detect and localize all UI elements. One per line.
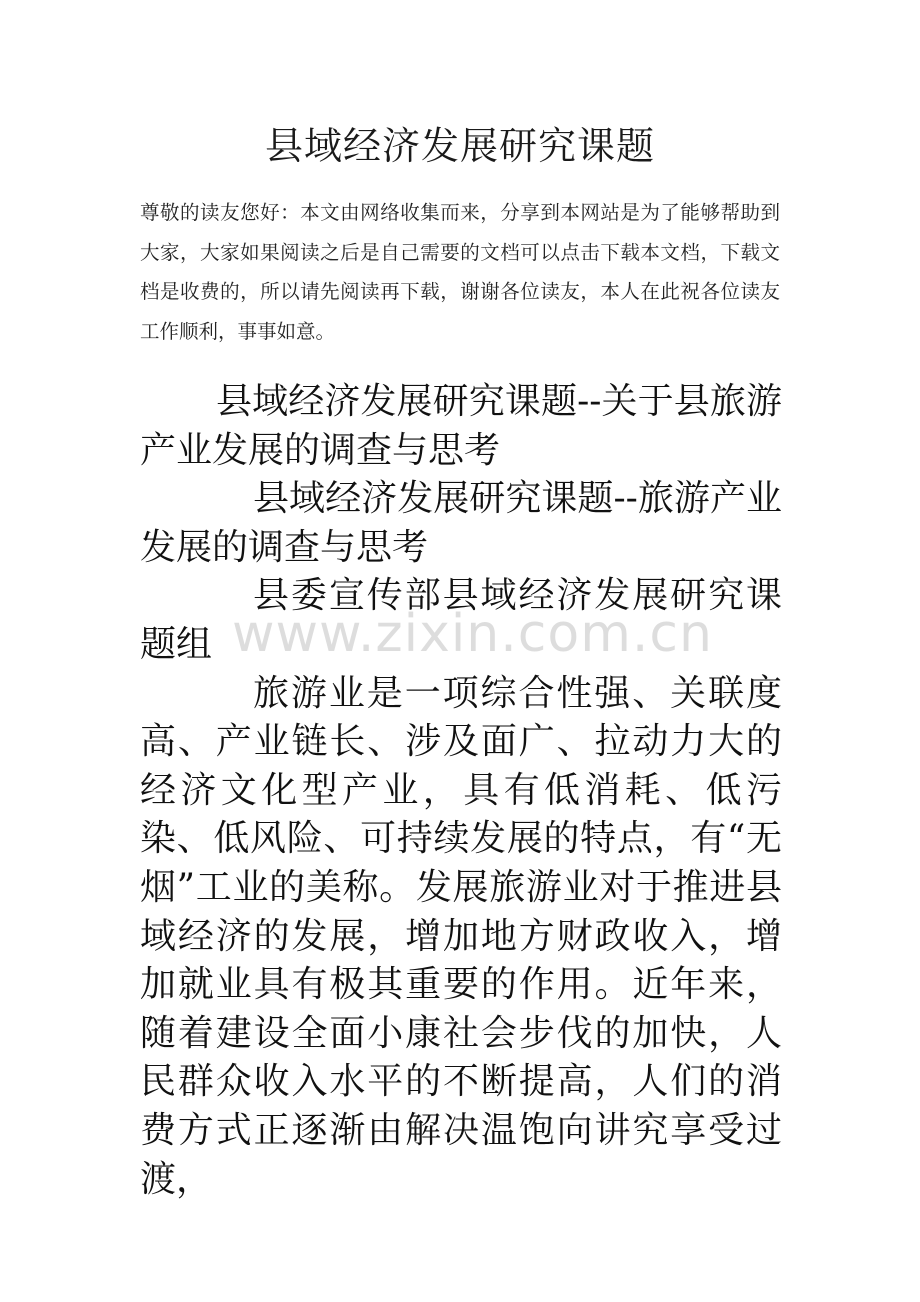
document-title: 县域经济发展研究课题 — [264, 124, 655, 168]
reader-notice: 尊敬的读友您好：本文由网络收集而来，分享到本网站是为了能够帮助到大家，大家如果阅读之后是自己需要的文档可以点击下载本文档，下载文档是收费的，所以请先阅读再下载，谢谢各位读友，本人在此祝各位读友工作顺利，事事如意。 — [140, 201, 780, 343]
paragraph-body: 旅游业是一项综合性强、关联度高、产业链长、涉及面广、拉动力大的经济文化型产业，具有低消耗、低污染、低风险、可持续发展的特点，有“无烟”工业的美称。发展旅游业对于推进县域经济的发展，增加地方财政收入，增加就业具有极其重要的作用。近年来，随着建设全面小康社会步伐的加快，人民群众收入水平的不断提高，人们的消费方式正逐渐由解决温饱向讲究享受过渡， — [140, 672, 782, 1200]
document-body — [140, 378, 782, 1204]
paragraph-heading: 县域经济发展研究课题--旅游产业发展的调查与思考 — [140, 478, 782, 568]
paragraph-author: 县委宣传部县域经济发展研究课题组 — [140, 575, 782, 665]
site-watermark: www.zixin.com.cn — [232, 604, 713, 664]
paragraph-subtitle: 县域经济发展研究课题--关于县旅游产业发展的调查与思考 — [140, 381, 782, 471]
